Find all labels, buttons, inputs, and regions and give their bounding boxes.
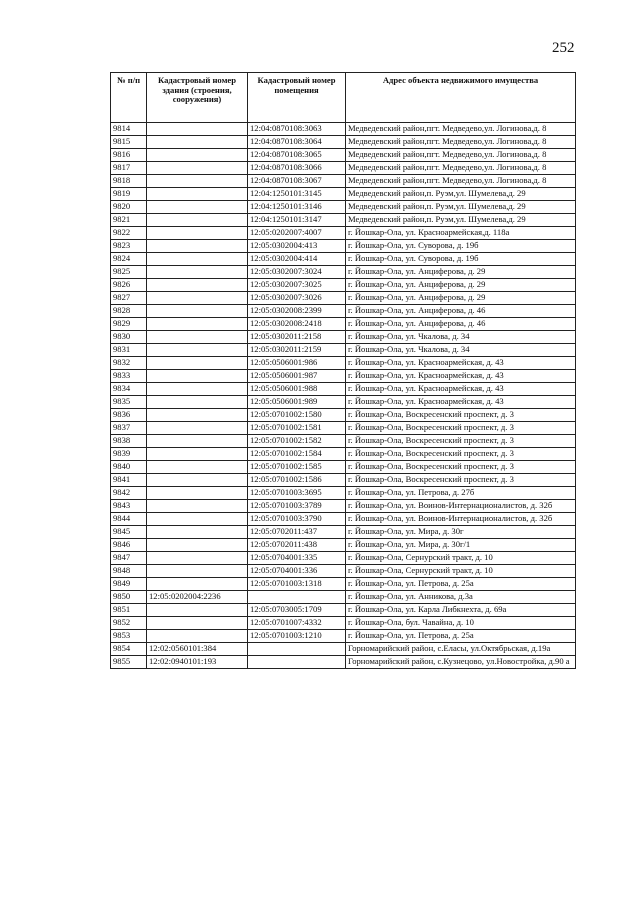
room-cadastral-cell: 12:05:0302008:2418	[248, 318, 346, 331]
address-cell: г. Йошкар-Ола, Сернурский тракт, д. 10	[346, 565, 576, 578]
table-row	[111, 448, 576, 461]
row-index-cell: 9820	[111, 201, 147, 214]
header-index: № п/п	[111, 73, 147, 123]
row-index-cell: 9834	[111, 383, 147, 396]
room-cadastral-cell: 12:05:0302011:2158	[248, 331, 346, 344]
building-cadastral-cell: 12:02:0560101:384	[147, 643, 248, 656]
room-cadastral-cell: 12:05:0506001:986	[248, 357, 346, 370]
room-cadastral-cell: 12:05:0701003:1210	[248, 630, 346, 643]
room-cadastral-cell: 12:05:0302007:3026	[248, 292, 346, 305]
header-building-cadastral: Кадастровый номер здания (строения, сооружения)	[147, 73, 248, 123]
table-row	[111, 396, 576, 409]
row-index-cell: 9823	[111, 240, 147, 253]
row-index-cell: 9855	[111, 656, 147, 669]
table-row	[111, 461, 576, 474]
building-cadastral-cell	[147, 539, 248, 552]
table-row	[111, 188, 576, 201]
room-cadastral-cell: 12:05:0701007:4332	[248, 617, 346, 630]
building-cadastral-cell	[147, 162, 248, 175]
row-index-cell: 9819	[111, 188, 147, 201]
building-cadastral-cell	[147, 513, 248, 526]
address-cell: Медведевский район,пгт. Медведево,ул. Логинова,д. 8	[346, 162, 576, 175]
row-index-cell: 9830	[111, 331, 147, 344]
address-cell: г. Йошкар-Ола, ул. Анциферова, д. 29	[346, 292, 576, 305]
row-index-cell: 9835	[111, 396, 147, 409]
building-cadastral-cell	[147, 214, 248, 227]
room-cadastral-cell: 12:04:1250101:3146	[248, 201, 346, 214]
room-cadastral-cell: 12:05:0701002:1581	[248, 422, 346, 435]
table-row	[111, 487, 576, 500]
building-cadastral-cell	[147, 461, 248, 474]
building-cadastral-cell	[147, 474, 248, 487]
table-row	[111, 175, 576, 188]
building-cadastral-cell: 12:05:0202004:2236	[147, 591, 248, 604]
table-row	[111, 344, 576, 357]
address-cell: г. Йошкар-Ола, Воскресенский проспект, д. 3	[346, 422, 576, 435]
row-index-cell: 9848	[111, 565, 147, 578]
address-cell: г. Йошкар-Ола, ул. Чкалова, д. 34	[346, 344, 576, 357]
row-index-cell: 9845	[111, 526, 147, 539]
address-cell: Горномарийский район, с.Кузнецово, ул.Новостройка, д.90 а	[346, 656, 576, 669]
room-cadastral-cell	[248, 591, 346, 604]
room-cadastral-cell: 12:04:0870108:3064	[248, 136, 346, 149]
building-cadastral-cell	[147, 370, 248, 383]
room-cadastral-cell: 12:05:0302004:414	[248, 253, 346, 266]
address-cell: г. Йошкар-Ола, ул. Красноармейская,д. 118а	[346, 227, 576, 240]
address-cell: Горномарийский район, с.Еласы, ул.Октябрьская, д.19а	[346, 643, 576, 656]
room-cadastral-cell: 12:05:0701002:1582	[248, 435, 346, 448]
table-row	[111, 201, 576, 214]
address-cell: г. Йошкар-Ола, ул. Чкалова, д. 34	[346, 331, 576, 344]
row-index-cell: 9852	[111, 617, 147, 630]
row-index-cell: 9843	[111, 500, 147, 513]
table-row	[111, 552, 576, 565]
room-cadastral-cell: 12:05:0701003:3789	[248, 500, 346, 513]
building-cadastral-cell	[147, 318, 248, 331]
table-row	[111, 149, 576, 162]
room-cadastral-cell: 12:05:0506001:987	[248, 370, 346, 383]
address-cell: г. Йошкар-Ола, ул. Петрова, д. 27б	[346, 487, 576, 500]
address-cell: г. Йошкар-Ола, Воскресенский проспект, д. 3	[346, 435, 576, 448]
table-row	[111, 305, 576, 318]
building-cadastral-cell	[147, 383, 248, 396]
row-index-cell: 9827	[111, 292, 147, 305]
address-cell: г. Йошкар-Ола, ул. Красноармейская, д. 43	[346, 383, 576, 396]
room-cadastral-cell: 12:05:0202007:4007	[248, 227, 346, 240]
table-row	[111, 279, 576, 292]
room-cadastral-cell: 12:05:0701003:3695	[248, 487, 346, 500]
row-index-cell: 9847	[111, 552, 147, 565]
address-cell: Медведевский район,пгт. Медведево,ул. Логинова,д. 8	[346, 149, 576, 162]
row-index-cell: 9822	[111, 227, 147, 240]
table-row	[111, 383, 576, 396]
row-index-cell: 9851	[111, 604, 147, 617]
room-cadastral-cell: 12:04:0870108:3066	[248, 162, 346, 175]
building-cadastral-cell	[147, 409, 248, 422]
building-cadastral-cell	[147, 279, 248, 292]
row-index-cell: 9815	[111, 136, 147, 149]
address-cell: г. Йошкар-Ола, ул. Петрова, д. 25а	[346, 578, 576, 591]
building-cadastral-cell	[147, 630, 248, 643]
building-cadastral-cell	[147, 526, 248, 539]
table-row	[111, 227, 576, 240]
table-row	[111, 435, 576, 448]
table-row	[111, 240, 576, 253]
building-cadastral-cell	[147, 331, 248, 344]
row-index-cell: 9832	[111, 357, 147, 370]
row-index-cell: 9853	[111, 630, 147, 643]
room-cadastral-cell	[248, 656, 346, 669]
address-cell: г. Йошкар-Ола, ул. Анциферова, д. 46	[346, 305, 576, 318]
building-cadastral-cell	[147, 201, 248, 214]
address-cell: г. Йошкар-Ола, Воскресенский проспект, д. 3	[346, 474, 576, 487]
address-cell: г. Йошкар-Ола, Воскресенский проспект, д. 3	[346, 448, 576, 461]
address-cell: г. Йошкар-Ола, ул. Петрова, д. 25а	[346, 630, 576, 643]
building-cadastral-cell	[147, 123, 248, 136]
row-index-cell: 9828	[111, 305, 147, 318]
table-body	[111, 123, 576, 669]
room-cadastral-cell: 12:05:0506001:989	[248, 396, 346, 409]
address-cell: г. Йошкар-Ола, Сернурский тракт, д. 10	[346, 552, 576, 565]
room-cadastral-cell: 12:05:0702011:437	[248, 526, 346, 539]
room-cadastral-cell: 12:05:0701003:1318	[248, 578, 346, 591]
table-row	[111, 136, 576, 149]
page-number: 252	[552, 40, 575, 56]
row-index-cell: 9840	[111, 461, 147, 474]
row-index-cell: 9837	[111, 422, 147, 435]
address-cell: Медведевский район,пгт. Медведево,ул. Логинова,д. 8	[346, 175, 576, 188]
header-address: Адрес объекта недвижимого имущества	[346, 73, 576, 123]
table-row	[111, 422, 576, 435]
building-cadastral-cell	[147, 500, 248, 513]
building-cadastral-cell	[147, 565, 248, 578]
building-cadastral-cell	[147, 396, 248, 409]
room-cadastral-cell: 12:05:0701002:1580	[248, 409, 346, 422]
row-index-cell: 9849	[111, 578, 147, 591]
table-row	[111, 370, 576, 383]
row-index-cell: 9841	[111, 474, 147, 487]
row-index-cell: 9816	[111, 149, 147, 162]
address-cell: г. Йошкар-Ола, ул. Суворова, д. 19б	[346, 240, 576, 253]
building-cadastral-cell	[147, 552, 248, 565]
table-row	[111, 292, 576, 305]
table-row	[111, 318, 576, 331]
address-cell: г. Йошкар-Ола, ул. Воинов-Интернационалистов, д. 32б	[346, 500, 576, 513]
address-cell: г. Йошкар-Ола, ул. Мира, д. 30г/1	[346, 539, 576, 552]
building-cadastral-cell	[147, 305, 248, 318]
address-cell: Медведевский район,п. Руэм,ул. Шумелева,д. 29	[346, 188, 576, 201]
room-cadastral-cell: 12:05:0704001:335	[248, 552, 346, 565]
building-cadastral-cell	[147, 487, 248, 500]
address-cell: г. Йошкар-Ола, бул. Чавайна, д. 10	[346, 617, 576, 630]
address-cell: г. Йошкар-Ола, ул. Анникова, д.3а	[346, 591, 576, 604]
row-index-cell: 9821	[111, 214, 147, 227]
table-row	[111, 604, 576, 617]
room-cadastral-cell: 12:04:1250101:3147	[248, 214, 346, 227]
table-header-row	[111, 73, 576, 123]
row-index-cell: 9824	[111, 253, 147, 266]
address-cell: г. Йошкар-Ола, ул. Мира, д. 30г	[346, 526, 576, 539]
table-row	[111, 253, 576, 266]
building-cadastral-cell	[147, 357, 248, 370]
room-cadastral-cell	[248, 643, 346, 656]
building-cadastral-cell	[147, 604, 248, 617]
row-index-cell: 9839	[111, 448, 147, 461]
table-row	[111, 578, 576, 591]
row-index-cell: 9850	[111, 591, 147, 604]
address-cell: г. Йошкар-Ола, ул. Красноармейская, д. 43	[346, 357, 576, 370]
table-row	[111, 162, 576, 175]
building-cadastral-cell	[147, 240, 248, 253]
property-registry-table	[110, 72, 576, 669]
row-index-cell: 9814	[111, 123, 147, 136]
building-cadastral-cell	[147, 617, 248, 630]
room-cadastral-cell: 12:05:0302011:2159	[248, 344, 346, 357]
row-index-cell: 9854	[111, 643, 147, 656]
room-cadastral-cell: 12:04:0870108:3063	[248, 123, 346, 136]
table-row	[111, 266, 576, 279]
room-cadastral-cell: 12:05:0701002:1584	[248, 448, 346, 461]
table-row	[111, 214, 576, 227]
building-cadastral-cell	[147, 227, 248, 240]
table-row	[111, 123, 576, 136]
building-cadastral-cell	[147, 149, 248, 162]
address-cell: г. Йошкар-Ола, ул. Анциферова, д. 46	[346, 318, 576, 331]
room-cadastral-cell: 12:05:0701002:1586	[248, 474, 346, 487]
row-index-cell: 9842	[111, 487, 147, 500]
table-row	[111, 513, 576, 526]
room-cadastral-cell: 12:05:0302004:413	[248, 240, 346, 253]
building-cadastral-cell	[147, 292, 248, 305]
address-cell: г. Йошкар-Ола, ул. Карла Либкнехта, д. 69а	[346, 604, 576, 617]
room-cadastral-cell: 12:04:1250101:3145	[248, 188, 346, 201]
address-cell: г. Йошкар-Ола, ул. Красноармейская, д. 43	[346, 370, 576, 383]
row-index-cell: 9825	[111, 266, 147, 279]
table-row	[111, 591, 576, 604]
room-cadastral-cell: 12:05:0302007:3025	[248, 279, 346, 292]
room-cadastral-cell: 12:05:0302008:2399	[248, 305, 346, 318]
address-cell: Медведевский район,пгт. Медведево,ул. Логинова,д. 8	[346, 123, 576, 136]
row-index-cell: 9838	[111, 435, 147, 448]
table-row	[111, 630, 576, 643]
row-index-cell: 9844	[111, 513, 147, 526]
table-row	[111, 539, 576, 552]
building-cadastral-cell	[147, 578, 248, 591]
table-row	[111, 331, 576, 344]
room-cadastral-cell: 12:05:0506001:988	[248, 383, 346, 396]
address-cell: г. Йошкар-Ола, Воскресенский проспект, д. 3	[346, 461, 576, 474]
address-cell: г. Йошкар-Ола, ул. Суворова, д. 19б	[346, 253, 576, 266]
room-cadastral-cell: 12:05:0701003:3790	[248, 513, 346, 526]
row-index-cell: 9833	[111, 370, 147, 383]
table-row	[111, 357, 576, 370]
table-row	[111, 617, 576, 630]
address-cell: г. Йошкар-Ола, ул. Воинов-Интернационалистов, д. 32б	[346, 513, 576, 526]
room-cadastral-cell: 12:04:0870108:3065	[248, 149, 346, 162]
building-cadastral-cell	[147, 188, 248, 201]
table-row	[111, 526, 576, 539]
table-row	[111, 500, 576, 513]
address-cell: г. Йошкар-Ола, ул. Анциферова, д. 29	[346, 266, 576, 279]
table-row	[111, 565, 576, 578]
address-cell: Медведевский район,п. Руэм,ул. Шумелева,д. 29	[346, 214, 576, 227]
building-cadastral-cell	[147, 175, 248, 188]
building-cadastral-cell	[147, 136, 248, 149]
row-index-cell: 9829	[111, 318, 147, 331]
row-index-cell: 9846	[111, 539, 147, 552]
row-index-cell: 9836	[111, 409, 147, 422]
address-cell: г. Йошкар-Ола, ул. Анциферова, д. 29	[346, 279, 576, 292]
building-cadastral-cell	[147, 435, 248, 448]
address-cell: г. Йошкар-Ола, ул. Красноармейская, д. 43	[346, 396, 576, 409]
building-cadastral-cell	[147, 266, 248, 279]
room-cadastral-cell: 12:05:0704001:336	[248, 565, 346, 578]
room-cadastral-cell: 12:05:0701002:1585	[248, 461, 346, 474]
header-room-cadastral: Кадастровый номер помещения	[248, 73, 346, 123]
room-cadastral-cell: 12:04:0870108:3067	[248, 175, 346, 188]
building-cadastral-cell	[147, 422, 248, 435]
row-index-cell: 9831	[111, 344, 147, 357]
room-cadastral-cell: 12:05:0302007:3024	[248, 266, 346, 279]
room-cadastral-cell: 12:05:0702011:438	[248, 539, 346, 552]
row-index-cell: 9817	[111, 162, 147, 175]
table-row	[111, 409, 576, 422]
row-index-cell: 9818	[111, 175, 147, 188]
table-row	[111, 643, 576, 656]
address-cell: Медведевский район,п. Руэм,ул. Шумелева,д. 29	[346, 201, 576, 214]
building-cadastral-cell	[147, 344, 248, 357]
table-row	[111, 474, 576, 487]
building-cadastral-cell: 12:02:0940101:193	[147, 656, 248, 669]
row-index-cell: 9826	[111, 279, 147, 292]
building-cadastral-cell	[147, 448, 248, 461]
address-cell: г. Йошкар-Ола, Воскресенский проспект, д. 3	[346, 409, 576, 422]
address-cell: Медведевский район,пгт. Медведево,ул. Логинова,д. 8	[346, 136, 576, 149]
room-cadastral-cell: 12:05:0703005:1709	[248, 604, 346, 617]
table-row	[111, 656, 576, 669]
building-cadastral-cell	[147, 253, 248, 266]
